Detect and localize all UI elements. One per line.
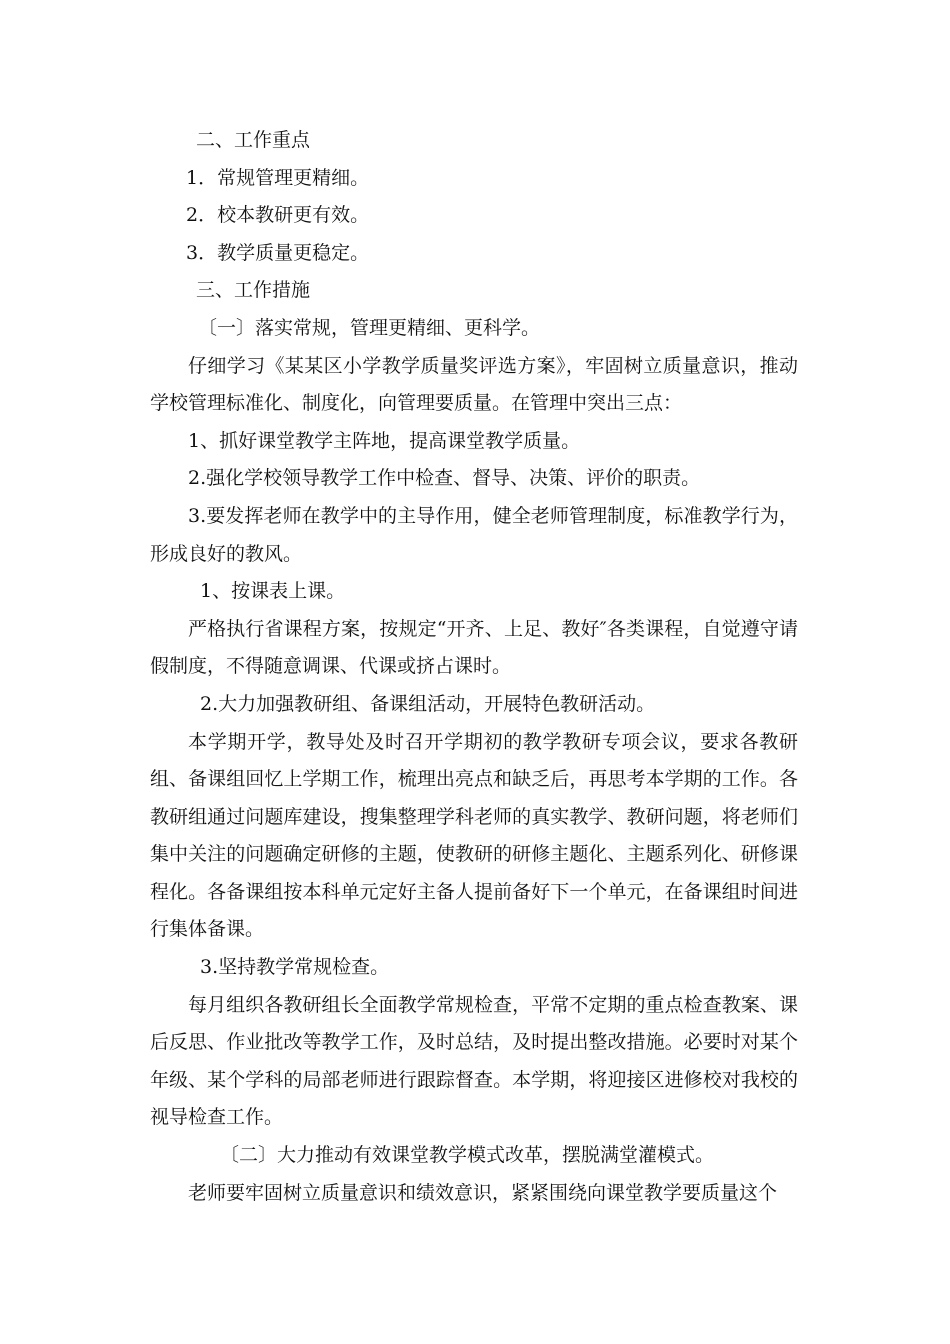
list-item: 2.强化学校领导教学工作中检查、督导、决策、评价的职责。 — [188, 467, 701, 490]
body-paragraph: 仔细学习《某某区小学教学质量奖评选方案》，牢固树立质量意识，推动学校管理标准化、制度化，向管理要质量。在管理中突出三点： — [150, 354, 798, 415]
section-heading-measures: 三、工作措施 — [196, 279, 311, 302]
body-paragraph: 严格执行省课程方案，按规定“开齐、上足、教好″各类课程，自觉遵守请假制度，不得随意调课、代课或挤占课时。 — [150, 617, 798, 678]
focus-item-2: 2．校本教研更有效。 — [186, 204, 370, 227]
list-item: 1、抓好课堂教学主阵地，提高课堂教学质量。 — [188, 429, 581, 452]
body-paragraph: 老师要牢固树立质量意识和绩效意识，紧紧围绕向课堂教学要质量这个 — [188, 1181, 778, 1204]
subsection-heading-2: 〔二〕大力推动有效课堂教学模式改革，摆脱满堂灌模式。 — [220, 1144, 715, 1167]
focus-item-3: 3．教学质量更稳定。 — [186, 241, 370, 264]
document-body — [150, 122, 798, 1212]
focus-item-1: 1．常规管理更精细。 — [186, 166, 370, 189]
section-heading-work-focus: 二、工作重点 — [196, 129, 311, 151]
subsection-heading-1: 〔一〕落实常规，管理更精细、更科学。 — [198, 316, 541, 339]
sub-heading: 3.坚持教学常规检查。 — [200, 956, 390, 979]
body-paragraph: 每月组织各教研组长全面教学常规检查，平常不定期的重点检查教案、课后反思、作业批改等教学工作，及时总结，及时提出整改措施。必要时对某个年级、某个学科的局部老师进行跟踪督查。本学期，将迎接区进修校对我校的视导检查工作。 — [150, 993, 798, 1129]
body-paragraph: 本学期开学，教导处及时召开学期初的教学教研专项会议，要求各教研组、备课组回忆上学期工作，梳理出亮点和缺乏后，再思考本学期的工作。各教研组通过问题库建设，搜集整理学科老师的真实教学、教研问题，将老师们集中关注的问题确定研修的主题，使教研的研修主题化、主题系列化、研修课程化。各备课组按本科单元定好主备人提前备好下一个单元，在备课组时间进行集体备课。 — [150, 730, 798, 941]
sub-heading: 1、按课表上课。 — [200, 580, 346, 603]
sub-heading: 2.大力加强教研组、备课组活动，开展特色教研活动。 — [200, 692, 656, 715]
list-item: 3.要发挥老师在教学中的主导作用，健全老师管理制度，标准教学行为，形成良好的教风。 — [150, 504, 798, 565]
